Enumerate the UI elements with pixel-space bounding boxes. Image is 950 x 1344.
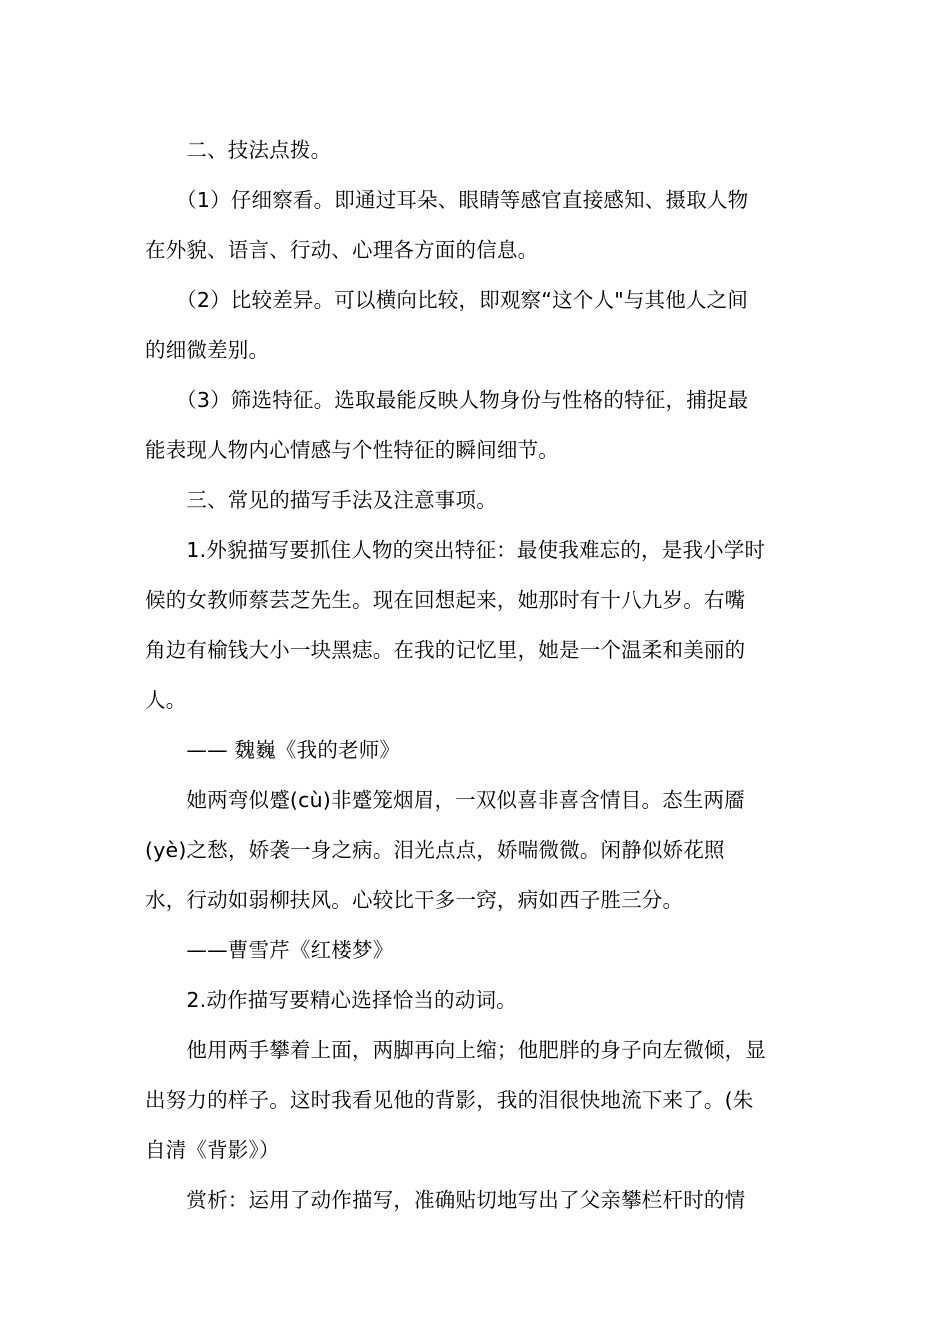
paragraph-line: 自清《背影》） (145, 1138, 280, 1162)
paragraph-line: 角边有榆钱大小一块黑痣。在我的记忆里，她是一个温柔和美丽的 (145, 638, 746, 662)
paragraph-line: 在外貌、语言、行动、心理各方面的信息。 (145, 238, 539, 262)
heading-technique-tips: 二、技法点拨。 (145, 138, 332, 162)
paragraph-line: 人。 (145, 688, 187, 712)
paragraph-line: 他用两手攀着上面，两脚再向上缩；他肥胖的身子向左微倾，显 (145, 1038, 766, 1062)
paragraph-line: （3）筛选特征。选取最能反映人物身份与性格的特征，捕捉最 (145, 388, 749, 412)
citation-line: —— 魏巍《我的老师》 (145, 738, 401, 762)
paragraph-line: (yè)之愁，娇袭一身之病。泪光点点，娇喘微微。闲静似娇花照 (145, 838, 725, 862)
paragraph-line: 水，行动如弱柳扶风。心较比干多一窍，病如西子胜三分。 (145, 888, 684, 912)
paragraph-line: （1）仔细察看。即通过耳朵、眼睛等感官直接感知、摄取人物 (145, 188, 749, 212)
citation-line: ——曹雪芹《红楼梦》 (145, 938, 394, 962)
subheading-action-description: 2.动作描写要精心选择恰当的动词。 (145, 988, 517, 1012)
paragraph-line: 赏析：运用了动作描写，准确贴切地写出了父亲攀栏杆时的情 (145, 1188, 746, 1212)
paragraph-line: 1.外貌描写要抓住人物的突出特征：最使我难忘的，是我小学时 (145, 538, 766, 562)
heading-description-methods: 三、常见的描写手法及注意事项。 (145, 488, 497, 512)
paragraph-line: 她两弯似蹙(cù)非蹙笼烟眉，一双似喜非喜含情目。态生两靥 (145, 788, 745, 812)
paragraph-line: 的细微差别。 (145, 338, 270, 362)
paragraph-line: （2）比较差异。可以横向比较，即观察“这个人"与其他人之间 (145, 288, 749, 312)
paragraph-line: 能表现人物内心情感与个性特征的瞬间细节。 (145, 438, 559, 462)
paragraph-line: 候的女教师蔡芸芝先生。现在回想起来，她那时有十八九岁。右嘴 (145, 588, 746, 612)
paragraph-line: 出努力的样子。这时我看见他的背影，我的泪很快地流下来了。(朱 (145, 1088, 754, 1112)
